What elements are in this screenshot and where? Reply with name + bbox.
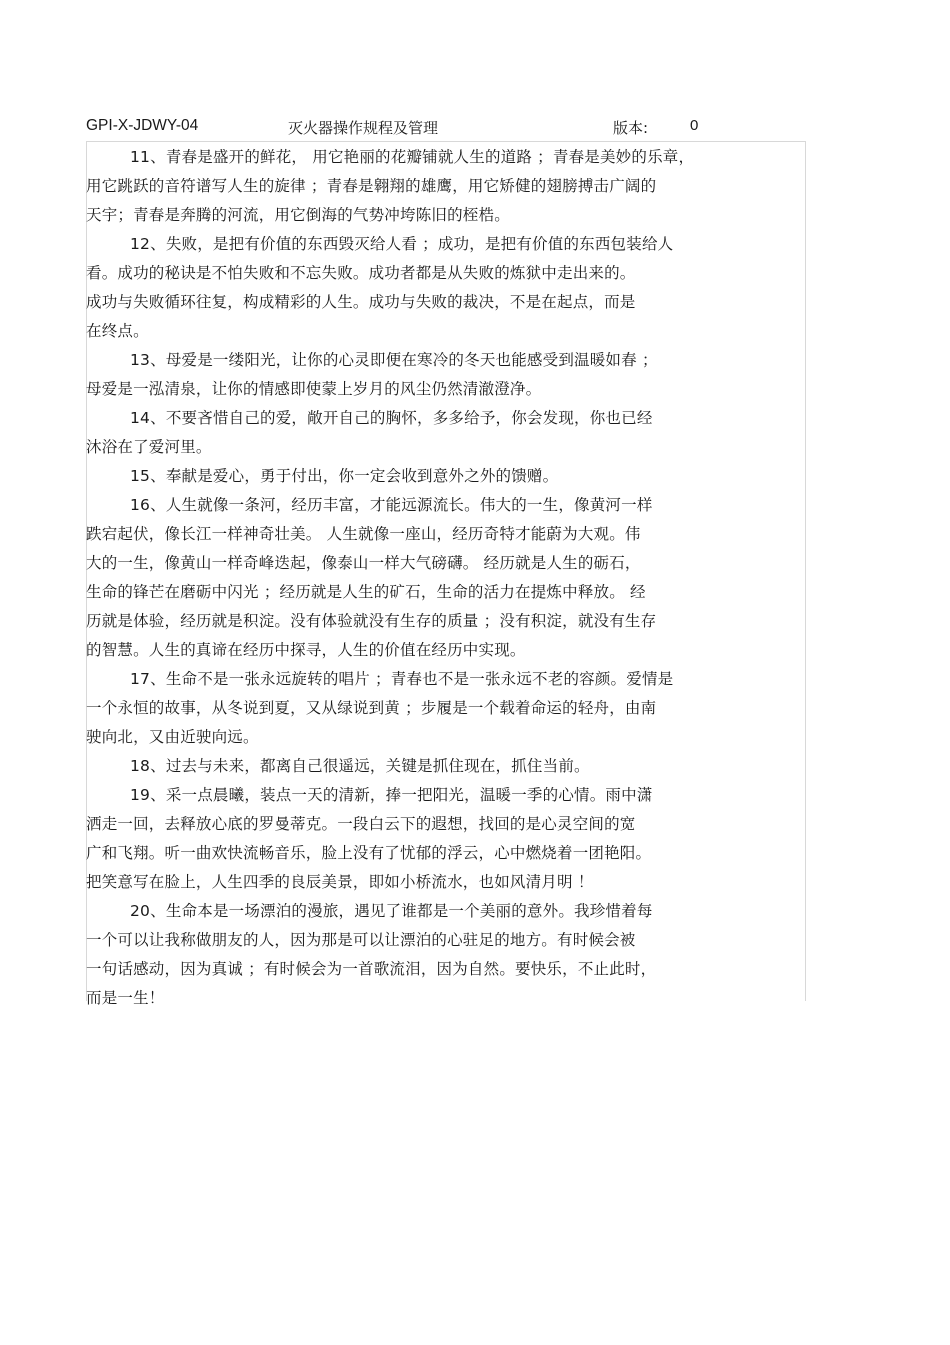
- text-line: 驶向北，又由近驶向远。: [86, 728, 259, 746]
- text-line: 17、生命不是一张永远旋转的唱片 ；青春也不是一张永远不老的容颜。爱情是: [130, 670, 674, 688]
- text-line: 19、采一点晨曦，装点一天的清新，捧一把阳光，温暖一季的心情。雨中潇: [130, 786, 653, 804]
- text-line: 在终点。: [86, 322, 149, 340]
- text-line: 14、不要吝惜自己的爱，敞开自己的胸怀，多多给予，你会发现，你也已经: [130, 409, 653, 427]
- text-line: 的智慧。人生的真谛在经历中探寻，人生的价值在经历中实现。: [86, 641, 526, 659]
- text-line: 把笑意写在脸上，人生四季的良辰美景，即如小桥流水，也如风清月明 ！: [86, 873, 594, 891]
- version-value: 0: [690, 117, 699, 134]
- text-line: 一个永恒的故事，从冬说到夏，又从绿说到黄 ；步履是一个载着命运的轻舟，由南: [86, 699, 657, 717]
- text-line: 跌宕起伏，像长江一样神奇壮美。 人生就像一座山，经历奇特才能蔚为大观。伟: [86, 525, 641, 543]
- text-line: 沐浴在了爱河里。: [86, 438, 212, 456]
- doc-code: GPI-X-JDWY-04: [86, 117, 199, 134]
- text-line: 母爱是一泓清泉，让你的情感即使蒙上岁月的风尘仍然清澈澄净。: [86, 380, 542, 398]
- text-line: 广和飞翔。听一曲欢快流畅音乐，脸上没有了忧郁的浮云，心中燃烧着一团艳阳。: [86, 844, 652, 862]
- text-line: 11、青春是盛开的鲜花， 用它艳丽的花瓣铺就人生的道路 ；青春是美妙的乐章，: [130, 148, 695, 166]
- text-line: 看。成功的秘诀是不怕失败和不忘失败。成功者都是从失败的炼狱中走出来的。: [86, 264, 636, 282]
- text-line: 18、过去与未来，都离自己很遥远，关键是抓住现在，抓住当前。: [130, 757, 590, 775]
- doc-title: 灭火器操作规程及管理: [288, 119, 439, 137]
- text-line: 而是一生！: [86, 989, 165, 1007]
- text-line: 20、生命本是一场漂泊的漫旅，遇见了谁都是一个美丽的意外。我珍惜着每: [130, 902, 653, 920]
- version-label: 版本:: [613, 119, 649, 137]
- text-line: 16、人生就像一条河，经历丰富，才能远源流长。伟大的一生，像黄河一样: [130, 496, 653, 514]
- text-line: 成功与失败循环往复，构成精彩的人生。成功与失败的裁决，不是在起点，而是: [86, 293, 636, 311]
- text-line: 生命的锋芒在磨砺中闪光 ；经历就是人生的矿石，生命的活力在提炼中释放。 经: [86, 583, 646, 601]
- text-line: 13、母爱是一缕阳光，让你的心灵即便在寒冷的冬天也能感受到温暖如春 ；: [130, 351, 658, 369]
- text-line: 大的一生，像黄山一样奇峰迭起，像泰山一样大气磅礴。 经历就是人生的砺石，: [86, 554, 641, 572]
- body-text: [86, 143, 801, 1013]
- text-line: 15、奉献是爱心，勇于付出，你一定会收到意外之外的馈赠。: [130, 467, 559, 485]
- text-line: 天宇；青春是奔腾的河流，用它倒海的气势冲垮陈旧的桎梏。: [86, 206, 510, 224]
- text-line: 一句话感动，因为真诚 ；有时候会为一首歌流泪，因为自然。要快乐，不止此时，: [86, 960, 657, 978]
- text-line: 12、失败，是把有价值的东西毁灭给人看 ；成功，是把有价值的东西包装给人: [130, 235, 674, 253]
- document-header: [86, 117, 806, 139]
- text-line: 历就是体验，经历就是积淀。没有体验就没有生存的质量 ；没有积淀，就没有生存: [86, 612, 657, 630]
- text-line: 洒走一回，去释放心底的罗曼蒂克。一段白云下的遐想，找回的是心灵空间的宽: [86, 815, 636, 833]
- text-line: 一个可以让我称做朋友的人，因为那是可以让漂泊的心驻足的地方。有时候会被: [86, 931, 636, 949]
- text-line: 用它跳跃的音符谱写人生的旋律 ；青春是翱翔的雄鹰，用它矫健的翅膀搏击广阔的: [86, 177, 657, 195]
